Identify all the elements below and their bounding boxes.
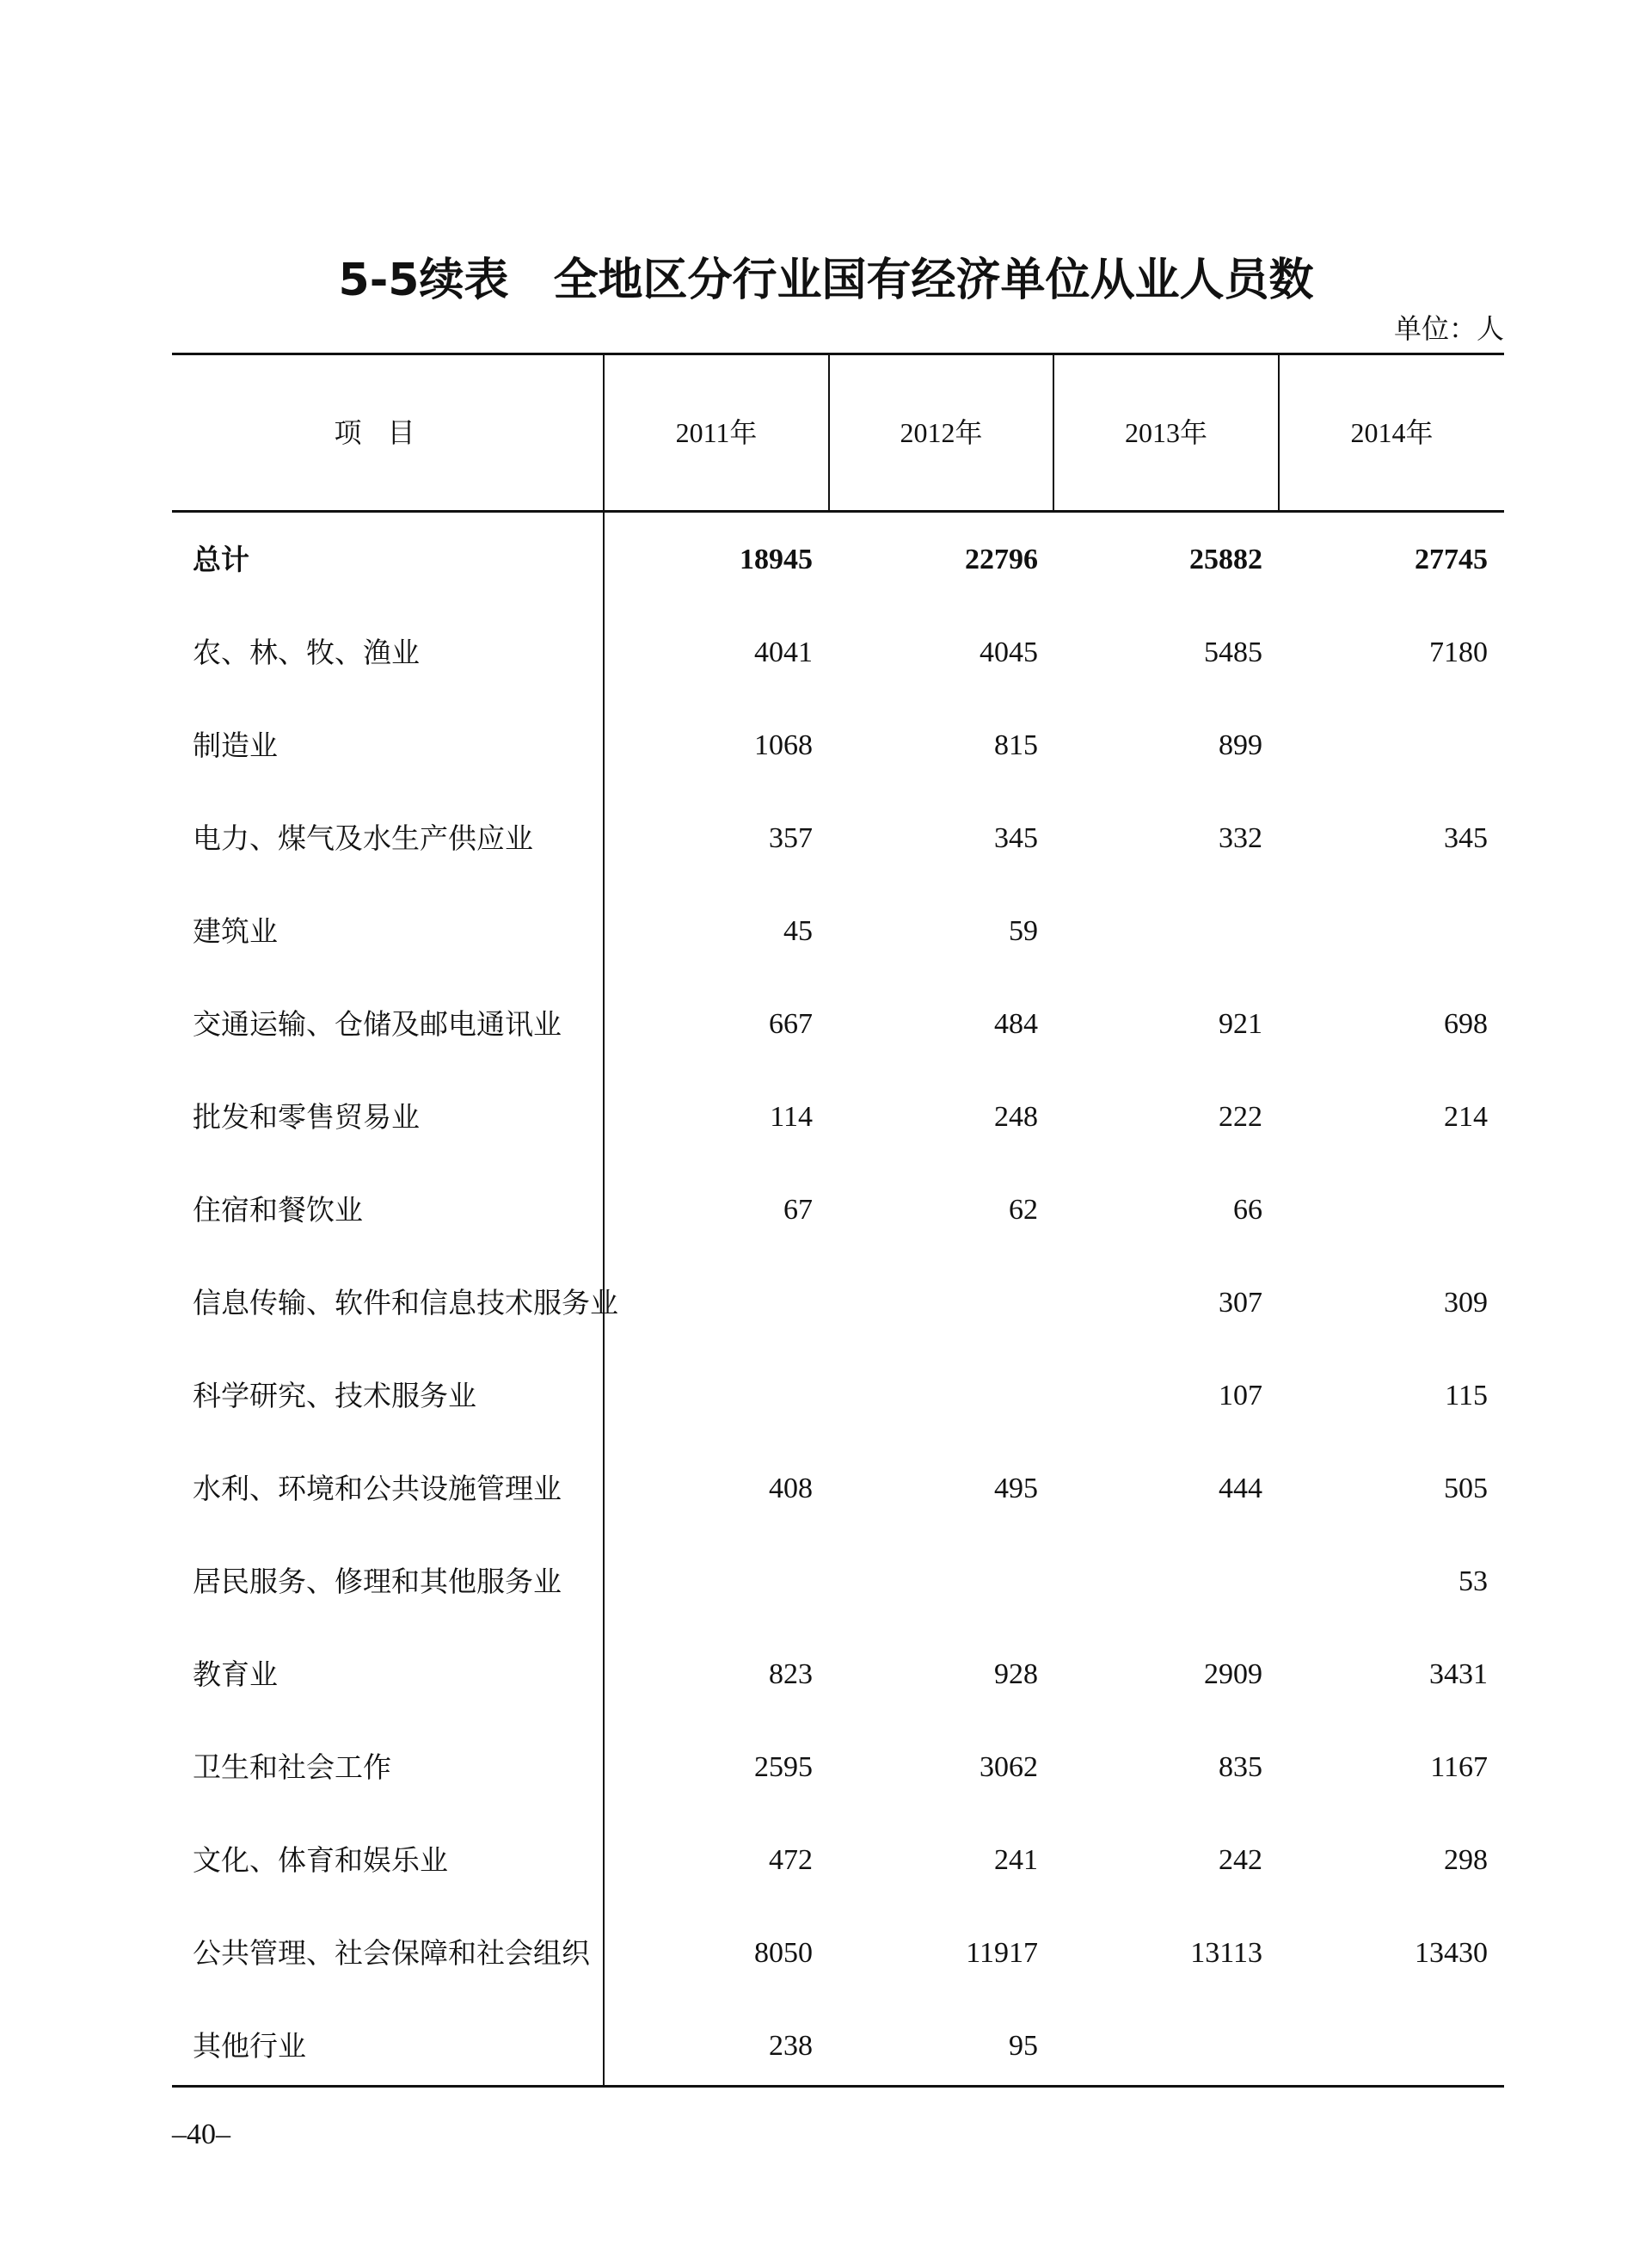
row-label: 教育业 bbox=[193, 1657, 278, 1691]
page-title: 5-5续表 全地区分行业国有经济单位从业人员数 bbox=[338, 255, 1314, 306]
table-cell: 13430 bbox=[1415, 1937, 1488, 1969]
table-cell: 4041 bbox=[754, 637, 813, 668]
table-cell: 5485 bbox=[1204, 637, 1262, 668]
row-label: 水利、环境和公共设施管理业 bbox=[193, 1472, 562, 1505]
column-header-year: 2013年 bbox=[1124, 417, 1207, 448]
table-cell: 408 bbox=[769, 1473, 813, 1504]
table-cell bbox=[1280, 1164, 1488, 1257]
table-cell: 66 bbox=[1233, 1194, 1262, 1226]
table-cell: 242 bbox=[1219, 1844, 1262, 1876]
table-cell bbox=[605, 1350, 813, 1442]
row-label: 其他行业 bbox=[193, 2029, 306, 2063]
table-cell: 667 bbox=[769, 1008, 813, 1040]
table-cell bbox=[1054, 885, 1262, 978]
table-cell: 18945 bbox=[740, 544, 813, 575]
table-cell: 823 bbox=[769, 1658, 813, 1690]
row-label: 公共管理、社会保障和社会组织 bbox=[193, 1936, 590, 1970]
row-label: 总计 bbox=[193, 543, 249, 576]
table-cell: 505 bbox=[1444, 1473, 1488, 1504]
table-cell: 8050 bbox=[754, 1937, 813, 1969]
row-label: 信息传输、软件和信息技术服务业 bbox=[193, 1286, 618, 1319]
row-label: 居民服务、修理和其他服务业 bbox=[193, 1565, 562, 1598]
table-cell: 45 bbox=[783, 915, 813, 947]
page-number: –40– bbox=[172, 2119, 230, 2150]
table-row bbox=[172, 1164, 1504, 1257]
table-cell bbox=[1280, 2000, 1488, 2093]
column-header-item: 项目 bbox=[334, 417, 441, 448]
table-row bbox=[172, 1721, 1504, 1814]
table-cell bbox=[605, 1257, 813, 1350]
table-cell: 495 bbox=[994, 1473, 1038, 1504]
table-cell bbox=[830, 1257, 1038, 1350]
table-cell: 484 bbox=[994, 1008, 1038, 1040]
table-cell: 27745 bbox=[1415, 544, 1488, 575]
table-cell: 298 bbox=[1444, 1844, 1488, 1876]
table-cell: 107 bbox=[1219, 1380, 1262, 1411]
table-cell bbox=[605, 1535, 813, 1628]
table-row bbox=[172, 1442, 1504, 1535]
table-row bbox=[172, 792, 1504, 885]
table-row bbox=[172, 1071, 1504, 1164]
row-label: 科学研究、技术服务业 bbox=[193, 1379, 476, 1412]
table-cell: 241 bbox=[994, 1844, 1038, 1876]
table-row bbox=[172, 978, 1504, 1071]
row-label: 批发和零售贸易业 bbox=[193, 1100, 420, 1134]
table-cell: 214 bbox=[1444, 1101, 1488, 1133]
table-row bbox=[172, 1257, 1504, 1350]
table-cell: 67 bbox=[783, 1194, 813, 1226]
table-cell: 899 bbox=[1219, 729, 1262, 761]
column-header-year: 2011年 bbox=[675, 417, 758, 448]
table-cell: 115 bbox=[1445, 1380, 1488, 1411]
table-cell bbox=[1280, 885, 1488, 978]
row-label: 文化、体育和娱乐业 bbox=[193, 1843, 448, 1877]
table-cell: 928 bbox=[994, 1658, 1038, 1690]
row-label: 卫生和社会工作 bbox=[193, 1750, 391, 1784]
header-bottom-rule bbox=[172, 510, 1504, 513]
row-label: 农、林、牧、渔业 bbox=[193, 636, 420, 669]
table-cell: 238 bbox=[769, 2030, 813, 2062]
table-cell: 2595 bbox=[754, 1751, 813, 1783]
table-row bbox=[172, 514, 1504, 606]
table-cell: 53 bbox=[1459, 1565, 1488, 1597]
table-row bbox=[172, 885, 1504, 978]
table-cell: 345 bbox=[1444, 822, 1488, 854]
table-row bbox=[172, 1907, 1504, 2000]
table-cell: 7180 bbox=[1429, 637, 1488, 668]
table-cell: 2909 bbox=[1204, 1658, 1262, 1690]
table-row bbox=[172, 2000, 1504, 2093]
table-cell: 222 bbox=[1219, 1101, 1262, 1133]
table-cell: 4045 bbox=[980, 637, 1038, 668]
row-label: 交通运输、仓储及邮电通讯业 bbox=[193, 1007, 562, 1041]
table-cell: 332 bbox=[1219, 822, 1262, 854]
table-cell: 444 bbox=[1219, 1473, 1262, 1504]
table-cell: 25882 bbox=[1189, 544, 1262, 575]
table-cell: 1167 bbox=[1430, 1751, 1488, 1783]
unit-label: 单位：人 bbox=[1393, 312, 1504, 345]
row-label: 电力、煤气及水生产供应业 bbox=[193, 821, 533, 855]
row-label: 住宿和餐饮业 bbox=[193, 1193, 363, 1227]
table-row bbox=[172, 1350, 1504, 1442]
table-cell: 345 bbox=[994, 822, 1038, 854]
table-cell: 3431 bbox=[1429, 1658, 1488, 1690]
table-cell: 13113 bbox=[1190, 1937, 1262, 1969]
table-cell: 357 bbox=[769, 822, 813, 854]
table-row bbox=[172, 1535, 1504, 1628]
table-row bbox=[172, 606, 1504, 699]
column-header-year: 2012年 bbox=[900, 417, 983, 448]
table-cell bbox=[1280, 699, 1488, 792]
table-cell bbox=[1054, 2000, 1262, 2093]
table-cell: 95 bbox=[1009, 2030, 1038, 2062]
row-label: 制造业 bbox=[193, 729, 278, 762]
table-cell: 307 bbox=[1219, 1287, 1262, 1319]
row-label: 建筑业 bbox=[193, 914, 278, 948]
table-cell: 698 bbox=[1444, 1008, 1488, 1040]
table-cell: 815 bbox=[994, 729, 1038, 761]
table-cell bbox=[1054, 1535, 1262, 1628]
table-cell: 22796 bbox=[965, 544, 1038, 575]
table-cell: 1068 bbox=[754, 729, 813, 761]
table-cell: 11917 bbox=[966, 1937, 1038, 1969]
table-cell bbox=[830, 1350, 1038, 1442]
table-cell: 309 bbox=[1444, 1287, 1488, 1319]
table-cell: 835 bbox=[1219, 1751, 1262, 1783]
table-cell: 472 bbox=[769, 1844, 813, 1876]
table-cell: 62 bbox=[1009, 1194, 1038, 1226]
table-cell bbox=[830, 1535, 1038, 1628]
table-row bbox=[172, 1628, 1504, 1721]
table-row bbox=[172, 1814, 1504, 1907]
table-row bbox=[172, 699, 1504, 792]
table-cell: 248 bbox=[994, 1101, 1038, 1133]
table-cell: 3062 bbox=[980, 1751, 1038, 1783]
table-cell: 59 bbox=[1009, 915, 1038, 947]
column-header-year: 2014年 bbox=[1350, 417, 1434, 448]
table-cell: 114 bbox=[770, 1101, 813, 1133]
table-cell: 921 bbox=[1219, 1008, 1262, 1040]
